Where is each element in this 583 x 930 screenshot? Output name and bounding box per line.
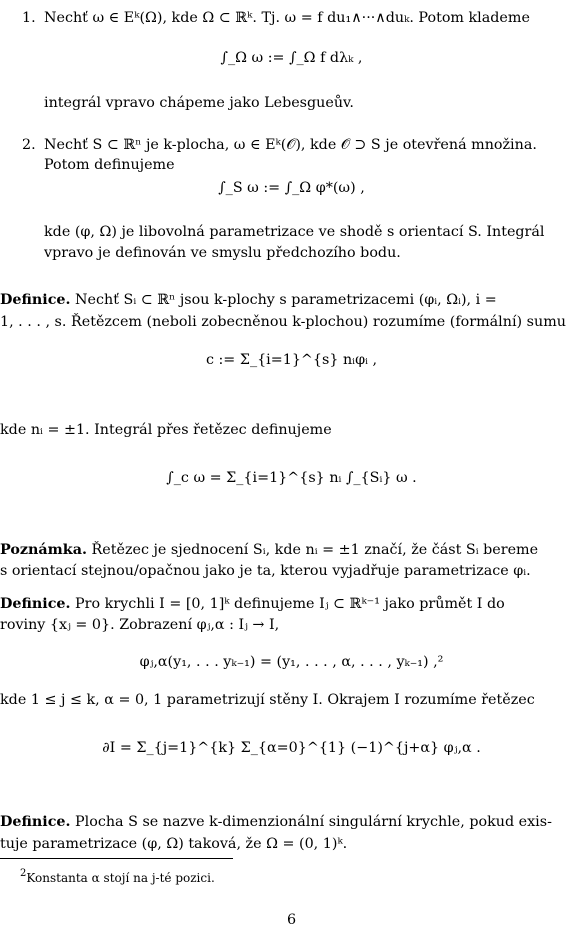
def2-line2: roviny {xⱼ = 0}. Zobrazení φⱼ,α : Iⱼ → I,: [0, 617, 280, 633]
def2-formula2: ∂I = Σ_{j=1}^{k} Σ_{α=0}^{1} (−1)^{j+α} φⱼ,α .: [102, 740, 481, 756]
note-line1: Poznámka. Řetězec je sjednocení Sᵢ, kde nᵢ = ±1 značí, že část Sᵢ bereme: [0, 542, 539, 558]
def3-line2: tuje parametrizace (φ, Ω) taková, že Ω = (0, 1)ᵏ.: [0, 836, 348, 852]
def1-heading: Definice.: [0, 292, 71, 308]
item1-line1: Nechť ω ∈ Eᵏ(Ω), kde Ω ⊂ ℝᵏ. Tj. ω = f du₁∧···∧duₖ. Potom klademe: [44, 10, 530, 26]
def1-formula1: c := Σ_{i=1}^{s} nᵢφᵢ ,: [205, 352, 378, 368]
def2-line3: kde 1 ≤ j ≤ k, α = 0, 1 parametrizují stěny I. Okrajem I rozumíme řetězec: [0, 692, 535, 708]
def2-formula1: φⱼ,α(y₁, . . . yₖ₋₁) = (y₁, . . . , α, . . . , yₖ₋₁) ,²: [139, 654, 444, 670]
def2-line1: Definice. Pro krychli I = [0, 1]ᵏ definujeme Iⱼ ⊂ ℝᵏ⁻¹ jako průmět I do: [0, 596, 505, 612]
item1-line2: integrál vpravo chápeme jako Lebesgueův.: [44, 95, 354, 111]
def3-line1: Definice. Plocha S se nazve k-dimenzionální singulární krychle, pokud exis-: [0, 814, 552, 830]
item2-formula: ∫_S ω := ∫_Ω φ*(ω) ,: [218, 180, 365, 196]
def2-heading: Definice.: [0, 596, 71, 612]
footnote-text: Konstanta α stojí na j-té pozici.: [26, 871, 215, 885]
note-line2: s orientací stejnou/opačnou jako je ta, kterou vyjadřuje parametrizace φᵢ.: [0, 563, 531, 579]
item1-formula: ∫_Ω ω := ∫_Ω f dλₖ ,: [220, 50, 363, 66]
def1-formula2: ∫_c ω = Σ_{i=1}^{s} nᵢ ∫_{Sᵢ} ω .: [166, 470, 417, 486]
item2-line4: vpravo je definován ve smyslu předchozího bodu.: [44, 245, 401, 261]
footnote-mark: 2: [20, 868, 27, 879]
footnote: [20, 864, 583, 888]
def1-line2: 1, . . . , s. Řetězcem (neboli zobecněnou k-plochou) rozumíme (formální) sumu: [0, 314, 566, 330]
item2-line3: kde (φ, Ω) je libovolná parametrizace ve shodě s orientací S. Integrál: [44, 224, 545, 240]
def1-line3: kde nᵢ = ±1. Integrál přes řetězec definujeme: [0, 422, 332, 438]
footnote-rule: [0, 858, 233, 859]
page-number: 6: [286, 912, 297, 928]
def3-heading: Definice.: [0, 814, 71, 830]
note-heading: Poznámka.: [0, 542, 87, 558]
item2-line1: Nechť S ⊂ ℝⁿ je k-plocha, ω ∈ Eᵏ(𝒪), kde 𝒪 ⊃ S je otevřená množina.: [44, 137, 537, 153]
item2-line2: Potom definujeme: [44, 157, 175, 173]
item2-number: 2.: [22, 137, 36, 153]
def1-line1: Definice. Nechť Sᵢ ⊂ ℝⁿ jsou k-plochy s parametrizacemi (φᵢ, Ωᵢ), i =: [0, 292, 497, 308]
item1-number: 1.: [22, 10, 36, 26]
